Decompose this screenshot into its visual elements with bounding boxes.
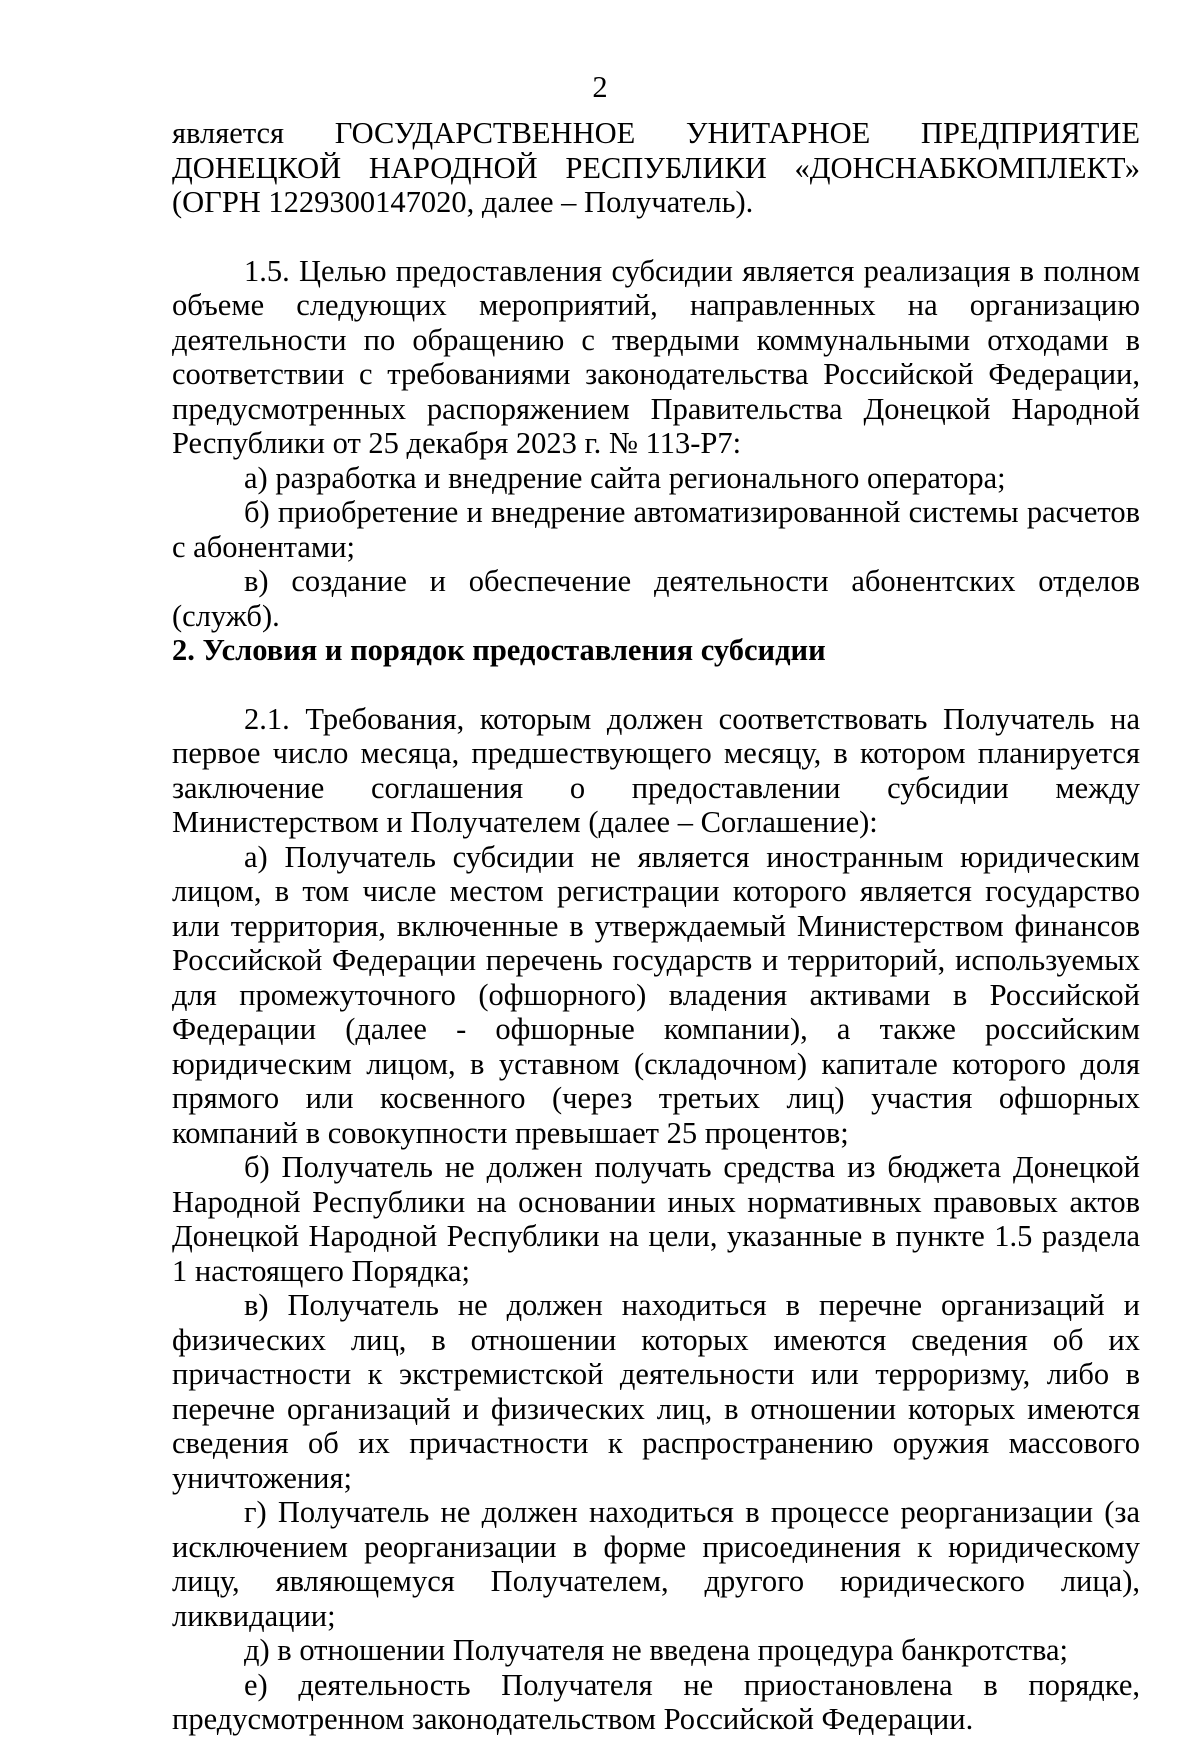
list-item-2-1-e: е) деятельность Получателя не приостановлена в порядке, предусмотренном законодательством Российской Федерации. [172, 1667, 1140, 1736]
paragraph-intro: является ГОСУДАРСТВЕННОЕ УНИТАРНОЕ ПРЕДПРИЯТИЕ ДОНЕЦКОЙ НАРОДНОЙ РЕСПУБЛИКИ «ДОНСНАБКОМПЛЕКТ» (ОГРН 1229300147020, далее – Получатель). [172, 116, 1140, 219]
document-body [172, 116, 1140, 1737]
paragraph-2-1: 2.1. Требования, которым должен соответствовать Получатель на первое число месяца, предшествующего месяцу, в котором планируется заключение соглашения о предоставлении субсидии между Министерством и Получателем (далее – Соглашение): [172, 701, 1140, 839]
list-item-2-1-a: а) Получатель субсидии не является иностранным юридическим лицом, в том числе местом регистрации которого является государство или территория, включенные в утверждаемый Министерством финансов Российской Федерации перечень государств и территорий, используемых для промежуточного (офшорного) владения активами в Российской Федерации (далее - офшорные компании), а также российским юридическим лицом, в уставном (складочном) капитале которого доля прямого или косвенного (через третьих лиц) участия офшорных компаний в совокупности превышает 25 процентов; [172, 839, 1140, 1150]
list-item-1-5-v: в) создание и обеспечение деятельности абонентских отделов (служб). [172, 564, 1140, 633]
list-item-2-1-b: б) Получатель не должен получать средства из бюджета Донецкой Народной Республики на основании иных нормативных правовых актов Донецкой Народной Республики на цели, указанные в пункте 1.5 раздела 1 настоящего Порядка; [172, 1150, 1140, 1288]
page-number: 2 [592, 70, 608, 104]
list-item-2-1-v: в) Получатель не должен находиться в перечне организаций и физических лиц, в отношении которых имеются сведения об их причастности к экстремистской деятельности или терроризму, либо в перечне организаций и физических лиц, в отношении которых имеются сведения об их причастности к распространению оружия массового уничтожения; [172, 1288, 1140, 1495]
paragraph-1-5: 1.5. Целью предоставления субсидии является реализация в полном объеме следующих мероприятий, направленных на организацию деятельности по обращению с твердыми коммунальными отходами в соответствии с требованиями законодательства Российской Федерации, предусмотренных распоряжением Правительства Донецкой Народной Республики от 25 декабря 2023 г. № 113-Р7: [172, 253, 1140, 460]
list-item-1-5-b: б) приобретение и внедрение автоматизированной системы расчетов с абонентами; [172, 495, 1140, 564]
list-item-2-1-d: д) в отношении Получателя не введена процедура банкротства; [244, 1633, 1068, 1667]
list-item-2-1-g: г) Получатель не должен находиться в процессе реорганизации (за исключением реорганизации в форме присоединения к юридическому лицу, являющемуся Получателем, другого юридического лица), ликвидации; [172, 1495, 1140, 1633]
list-item-1-5-a: а) разработка и внедрение сайта регионального оператора; [244, 460, 1006, 495]
section-2-heading: 2. Условия и порядок предоставления субсидии [172, 633, 826, 667]
